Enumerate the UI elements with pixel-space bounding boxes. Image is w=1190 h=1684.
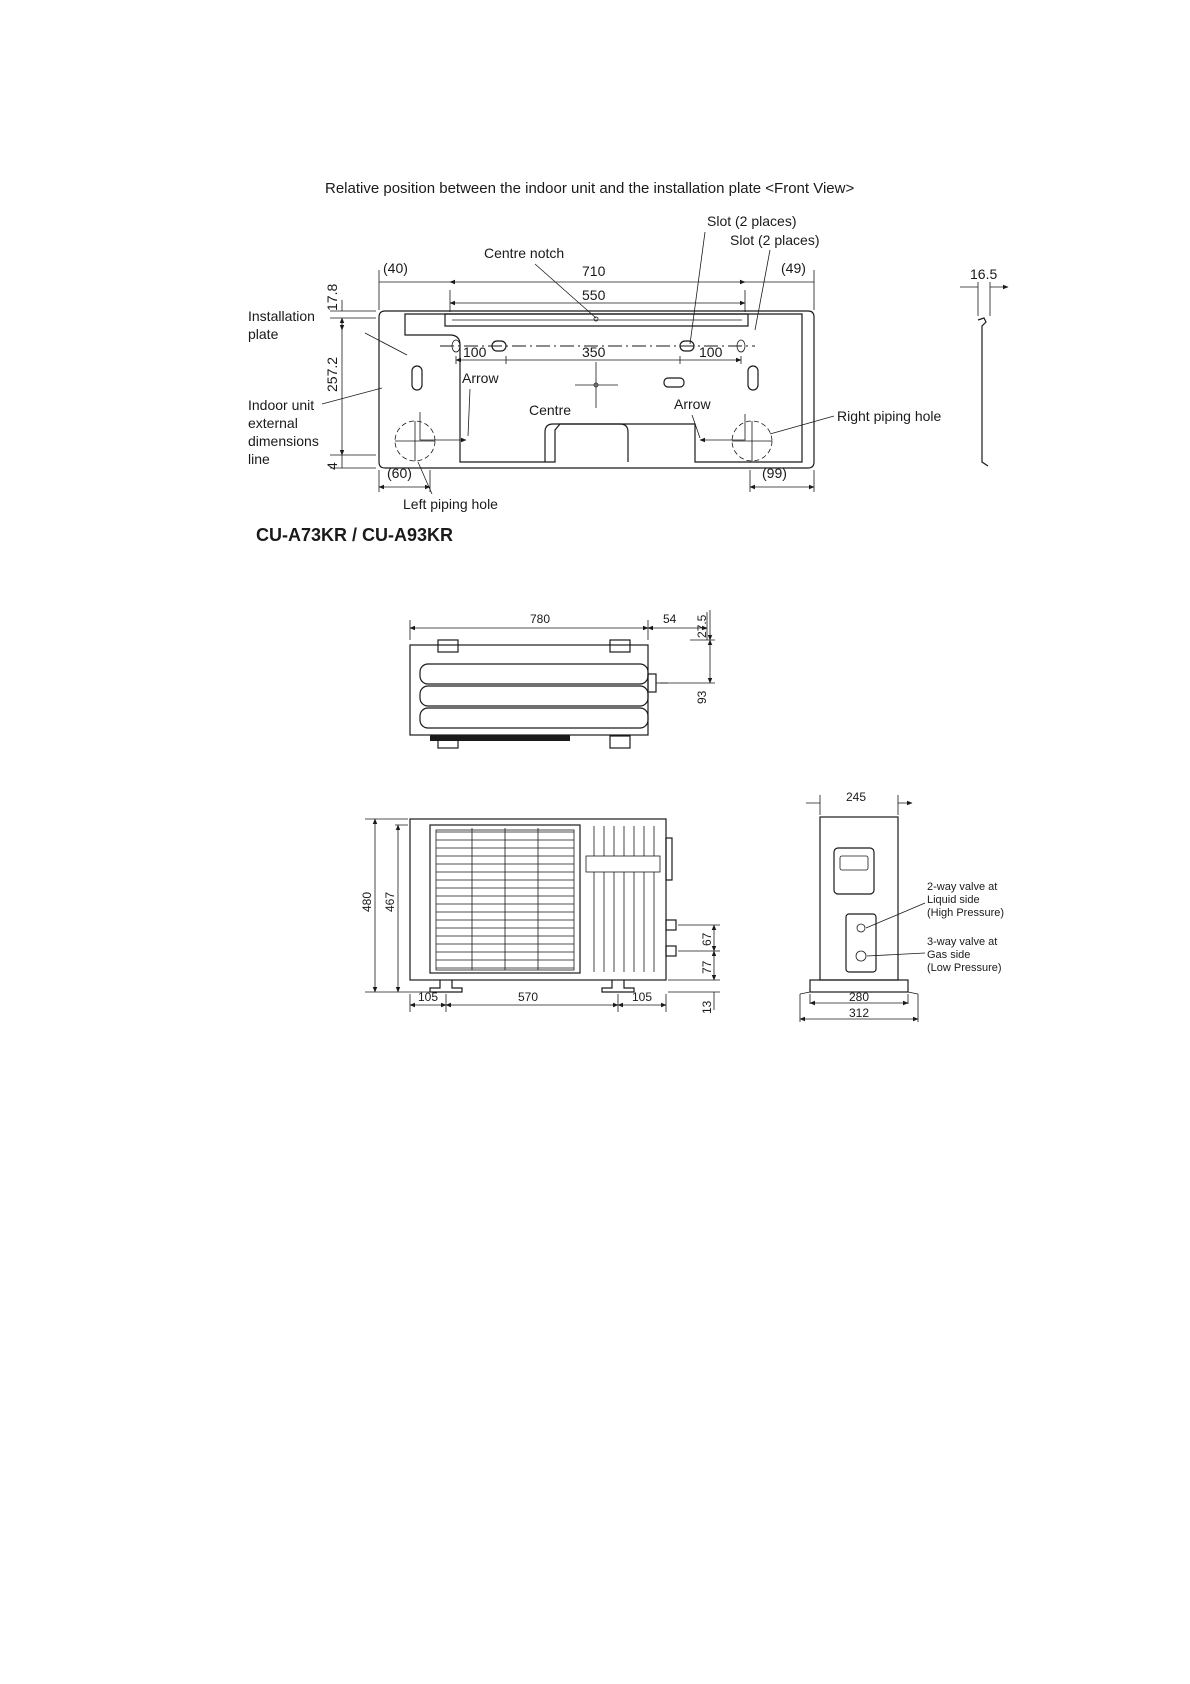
dim-93: 93 xyxy=(695,690,709,704)
dim-13: 13 xyxy=(700,1000,714,1014)
dim-257-2: 257.2 xyxy=(324,356,340,392)
side-handle xyxy=(834,848,874,894)
dim-312: 312 xyxy=(849,1006,870,1020)
slot-leader-1 xyxy=(690,232,705,344)
indoor-unit-label-3: dimensions xyxy=(248,433,319,449)
liquid-valve xyxy=(666,920,676,930)
dim-780: 780 xyxy=(530,612,551,626)
dim-67: 67 xyxy=(700,932,714,946)
indoor-unit-label-1: Indoor unit xyxy=(248,397,315,413)
slot-leader-2 xyxy=(755,250,770,330)
dim-49: (49) xyxy=(781,260,806,276)
valve-3way-label-2: Gas side xyxy=(927,949,971,961)
top-valve xyxy=(648,674,656,692)
dim-280: 280 xyxy=(849,990,870,1004)
dim-60: (60) xyxy=(387,465,412,481)
arrow-right-mark xyxy=(700,414,745,440)
top-fin-2 xyxy=(420,686,648,706)
dim-16-5: 16.5 xyxy=(970,266,998,282)
slot-label-2: Slot (2 places) xyxy=(730,232,820,248)
dim-ext-right xyxy=(660,640,715,683)
arrow-right-leader xyxy=(692,415,700,438)
model-heading: CU-A73KR / CU-A93KR xyxy=(256,525,454,545)
plate-side-section xyxy=(978,318,988,466)
outdoor-side-body xyxy=(820,817,898,980)
side-valve-cover xyxy=(846,914,876,972)
dim-100-left: 100 xyxy=(463,344,487,360)
installation-plate-leader xyxy=(365,333,407,355)
top-base-bar xyxy=(430,735,570,741)
arrow-right-label: Arrow xyxy=(674,396,711,412)
dim-105-right: 105 xyxy=(632,990,653,1004)
dim-245: 245 xyxy=(846,790,867,804)
installation-plate-label-2: plate xyxy=(248,326,279,342)
indoor-unit-label-2: external xyxy=(248,415,298,431)
dim-350: 350 xyxy=(582,344,606,360)
small-slot xyxy=(664,378,684,387)
side-handle-grip xyxy=(840,856,868,870)
valve-3way-label-1: 3-way valve at xyxy=(927,936,998,948)
centre-cross xyxy=(575,362,618,408)
right-piping-hole-label: Right piping hole xyxy=(837,408,942,424)
plate-cutout xyxy=(545,424,628,462)
fan-grille-lines xyxy=(436,828,574,970)
centre-notch-label: Centre notch xyxy=(484,245,565,261)
dim-40: (40) xyxy=(383,260,408,276)
left-hole-cross xyxy=(395,421,435,461)
dim-ext-bottom xyxy=(379,470,814,492)
installation-plate-label-1: Installation xyxy=(248,308,315,324)
right-hole-cross xyxy=(732,421,772,461)
top-foot-2 xyxy=(610,640,630,652)
plate-view-title: Relative position between the indoor unit and the installation plate <Front View> xyxy=(325,180,855,197)
liquid-valve-side xyxy=(857,924,865,932)
dim-17-8: 17.8 xyxy=(324,283,340,311)
dim-480: 480 xyxy=(360,891,374,912)
top-foot-4 xyxy=(610,736,630,748)
dim-467: 467 xyxy=(383,891,397,912)
dim-27-5: 27.5 xyxy=(695,614,709,638)
arrow-left-label: Arrow xyxy=(462,370,499,386)
centre-label: Centre xyxy=(529,402,572,418)
outdoor-top-body xyxy=(410,645,648,735)
dim-77: 77 xyxy=(700,960,714,974)
dim-550: 550 xyxy=(582,287,606,303)
gas-valve xyxy=(666,946,676,956)
dim-100-right: 100 xyxy=(699,344,723,360)
vertical-slot-left xyxy=(412,366,422,390)
arrow-left-leader xyxy=(468,389,470,436)
gas-valve-side xyxy=(856,951,866,961)
dim-570: 570 xyxy=(518,990,539,1004)
valve-2way-label-2: Liquid side xyxy=(927,894,980,906)
front-side-cover xyxy=(666,838,672,880)
side-louvers xyxy=(594,826,654,972)
top-fin-1 xyxy=(420,664,648,684)
top-fin-3 xyxy=(420,708,648,728)
left-piping-hole-label: Left piping hole xyxy=(403,496,498,512)
dim-ext-16-5 xyxy=(978,282,990,316)
vertical-slot-right xyxy=(748,366,758,390)
slot-label-1: Slot (2 places) xyxy=(707,213,797,229)
dim-4: 4 xyxy=(324,462,340,470)
arrow-left-mark xyxy=(420,412,466,440)
dim-99: (99) xyxy=(762,465,787,481)
front-foot-right xyxy=(602,980,634,992)
valve-2way-label-1: 2-way valve at xyxy=(927,881,998,893)
valve-2way-label-3: (High Pressure) xyxy=(927,907,1005,919)
valve-3way-label-3: (Low Pressure) xyxy=(927,962,1002,974)
dim-710: 710 xyxy=(582,263,606,279)
indoor-unit-label-4: line xyxy=(248,451,270,467)
dim-54: 54 xyxy=(663,612,677,626)
nameplate xyxy=(586,856,660,872)
dim-105-left: 105 xyxy=(418,990,439,1004)
valve-2way-leader xyxy=(866,903,925,928)
top-foot-1 xyxy=(438,640,458,652)
